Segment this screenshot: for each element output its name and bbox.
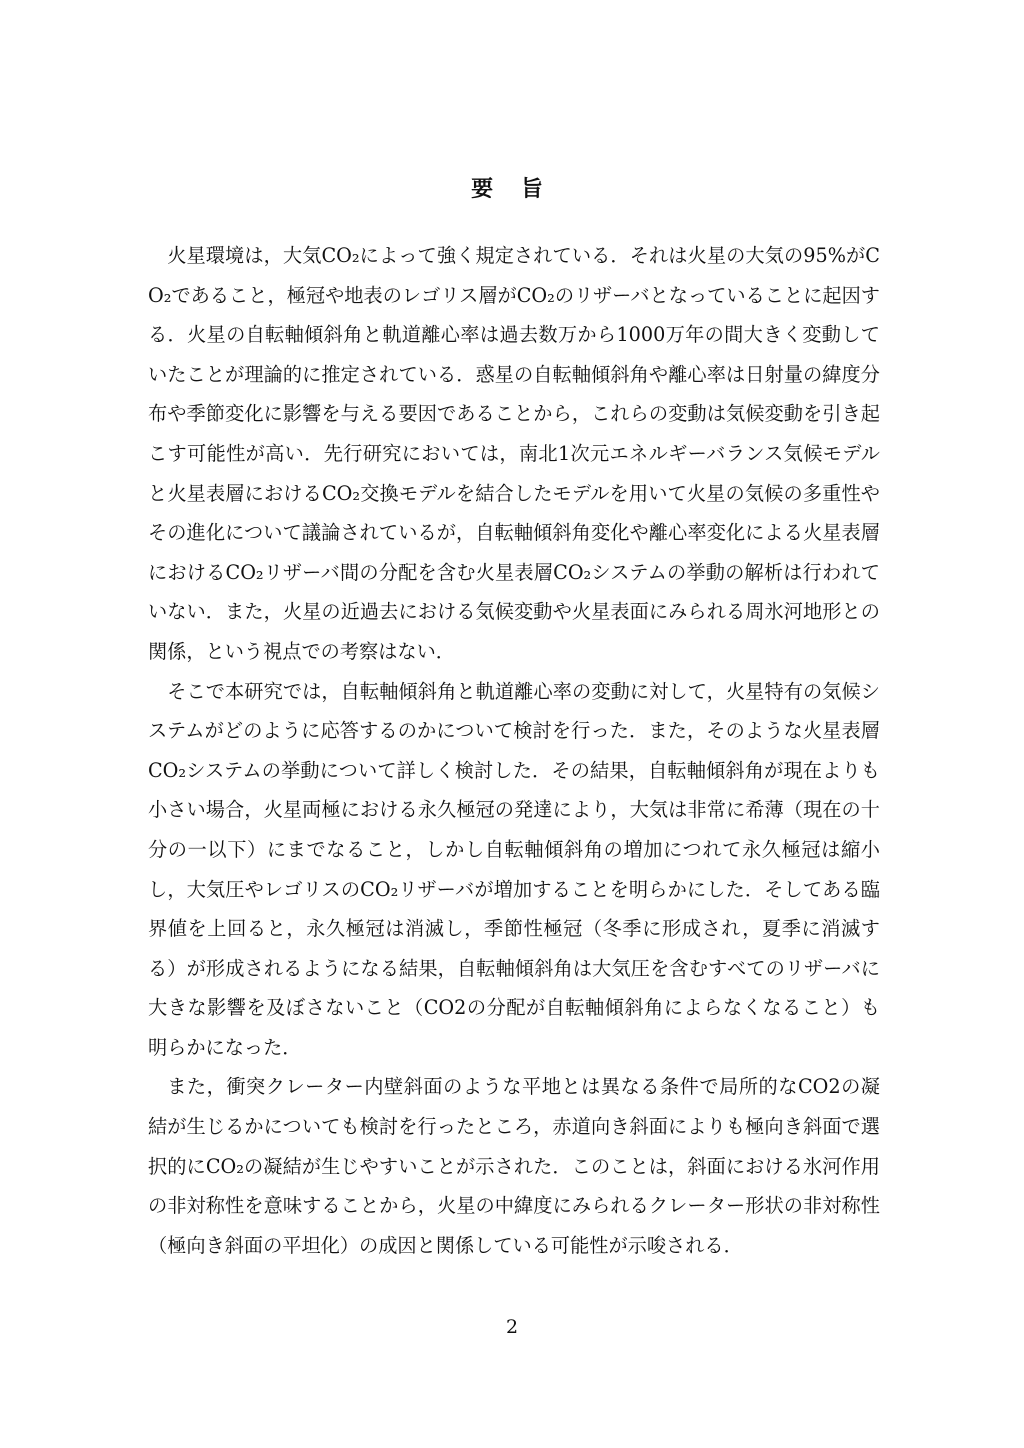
abstract-paragraph-1: 火星環境は，大気CO₂によって強く規定されている．それは火星の大気の95%がCO₂であること，極冠や地表のレゴリス層がCO₂のリザーバとなっていることに起因する．火星の自転軸傾斜角と軌道離心率は過去数万から1000万年の間大きく変動していたことが理論的に推定されている．惑星の自転軸傾斜角や離心率は日射量の緯度分布や季節変化に影響を与える要因であることから，これらの変動は気候変動を引き起こす可能性が高い．先行研究においては，南北1次元エネルギーバランス気候モデルと火星表層におけるCO₂交換モデルを結合したモデルを用いて火星の気候の多重性やその進化について議論されているが，自転軸傾斜角変化や離心率変化による火星表層におけるCO₂リザーバ間の分配を含む火星表層CO₂システムの挙動の解析は行われていない．また，火星の近過去における気候変動や火星表面にみられる周氷河地形との関係，という視点での考察はない． — [148, 244, 880, 663]
abstract-body — [148, 236, 880, 1265]
abstract-title: 要 旨 — [471, 176, 553, 202]
abstract-paragraph-2: そこで本研究では，自転軸傾斜角と軌道離心率の変動に対して，火星特有の気候システムがどのように応答するのかについて検討を行った．また，そのような火星表層CO₂システムの挙動について詳しく検討した．その結果，自転軸傾斜角が現在よりも小さい場合，火星両極における永久極冠の発達により，大気は非常に希薄（現在の十分の一以下）にまでなること，しかし自転軸傾斜角の増加につれて永久極冠は縮小し，大気圧やレゴリスのCO₂リザーバが増加することを明らかにした．そしてある臨界値を上回ると，永久極冠は消滅し，季節性極冠（冬季に形成され，夏季に消滅する）が形成されるようになる結果，自転軸傾斜角は大気圧を含むすべてのリザーバに大きな影響を及ぼさないこと（CO2の分配が自転軸傾斜角によらなくなること）も明らかになった． — [148, 679, 880, 1059]
page-number: 2 — [505, 1316, 519, 1338]
abstract-paragraph-3: また，衝突クレーター内壁斜面のような平地とは異なる条件で局所的なCO2の凝結が生じるかについても検討を行ったところ，赤道向き斜面によりも極向き斜面で選択的にCO₂の凝結が生じやすいことが示された．このことは，斜面における氷河作用の非対称性を意味することから，火星の中緯度にみられるクレーター形状の非対称性（極向き斜面の平坦化）の成因と関係している可能性が示唆される． — [148, 1075, 880, 1257]
